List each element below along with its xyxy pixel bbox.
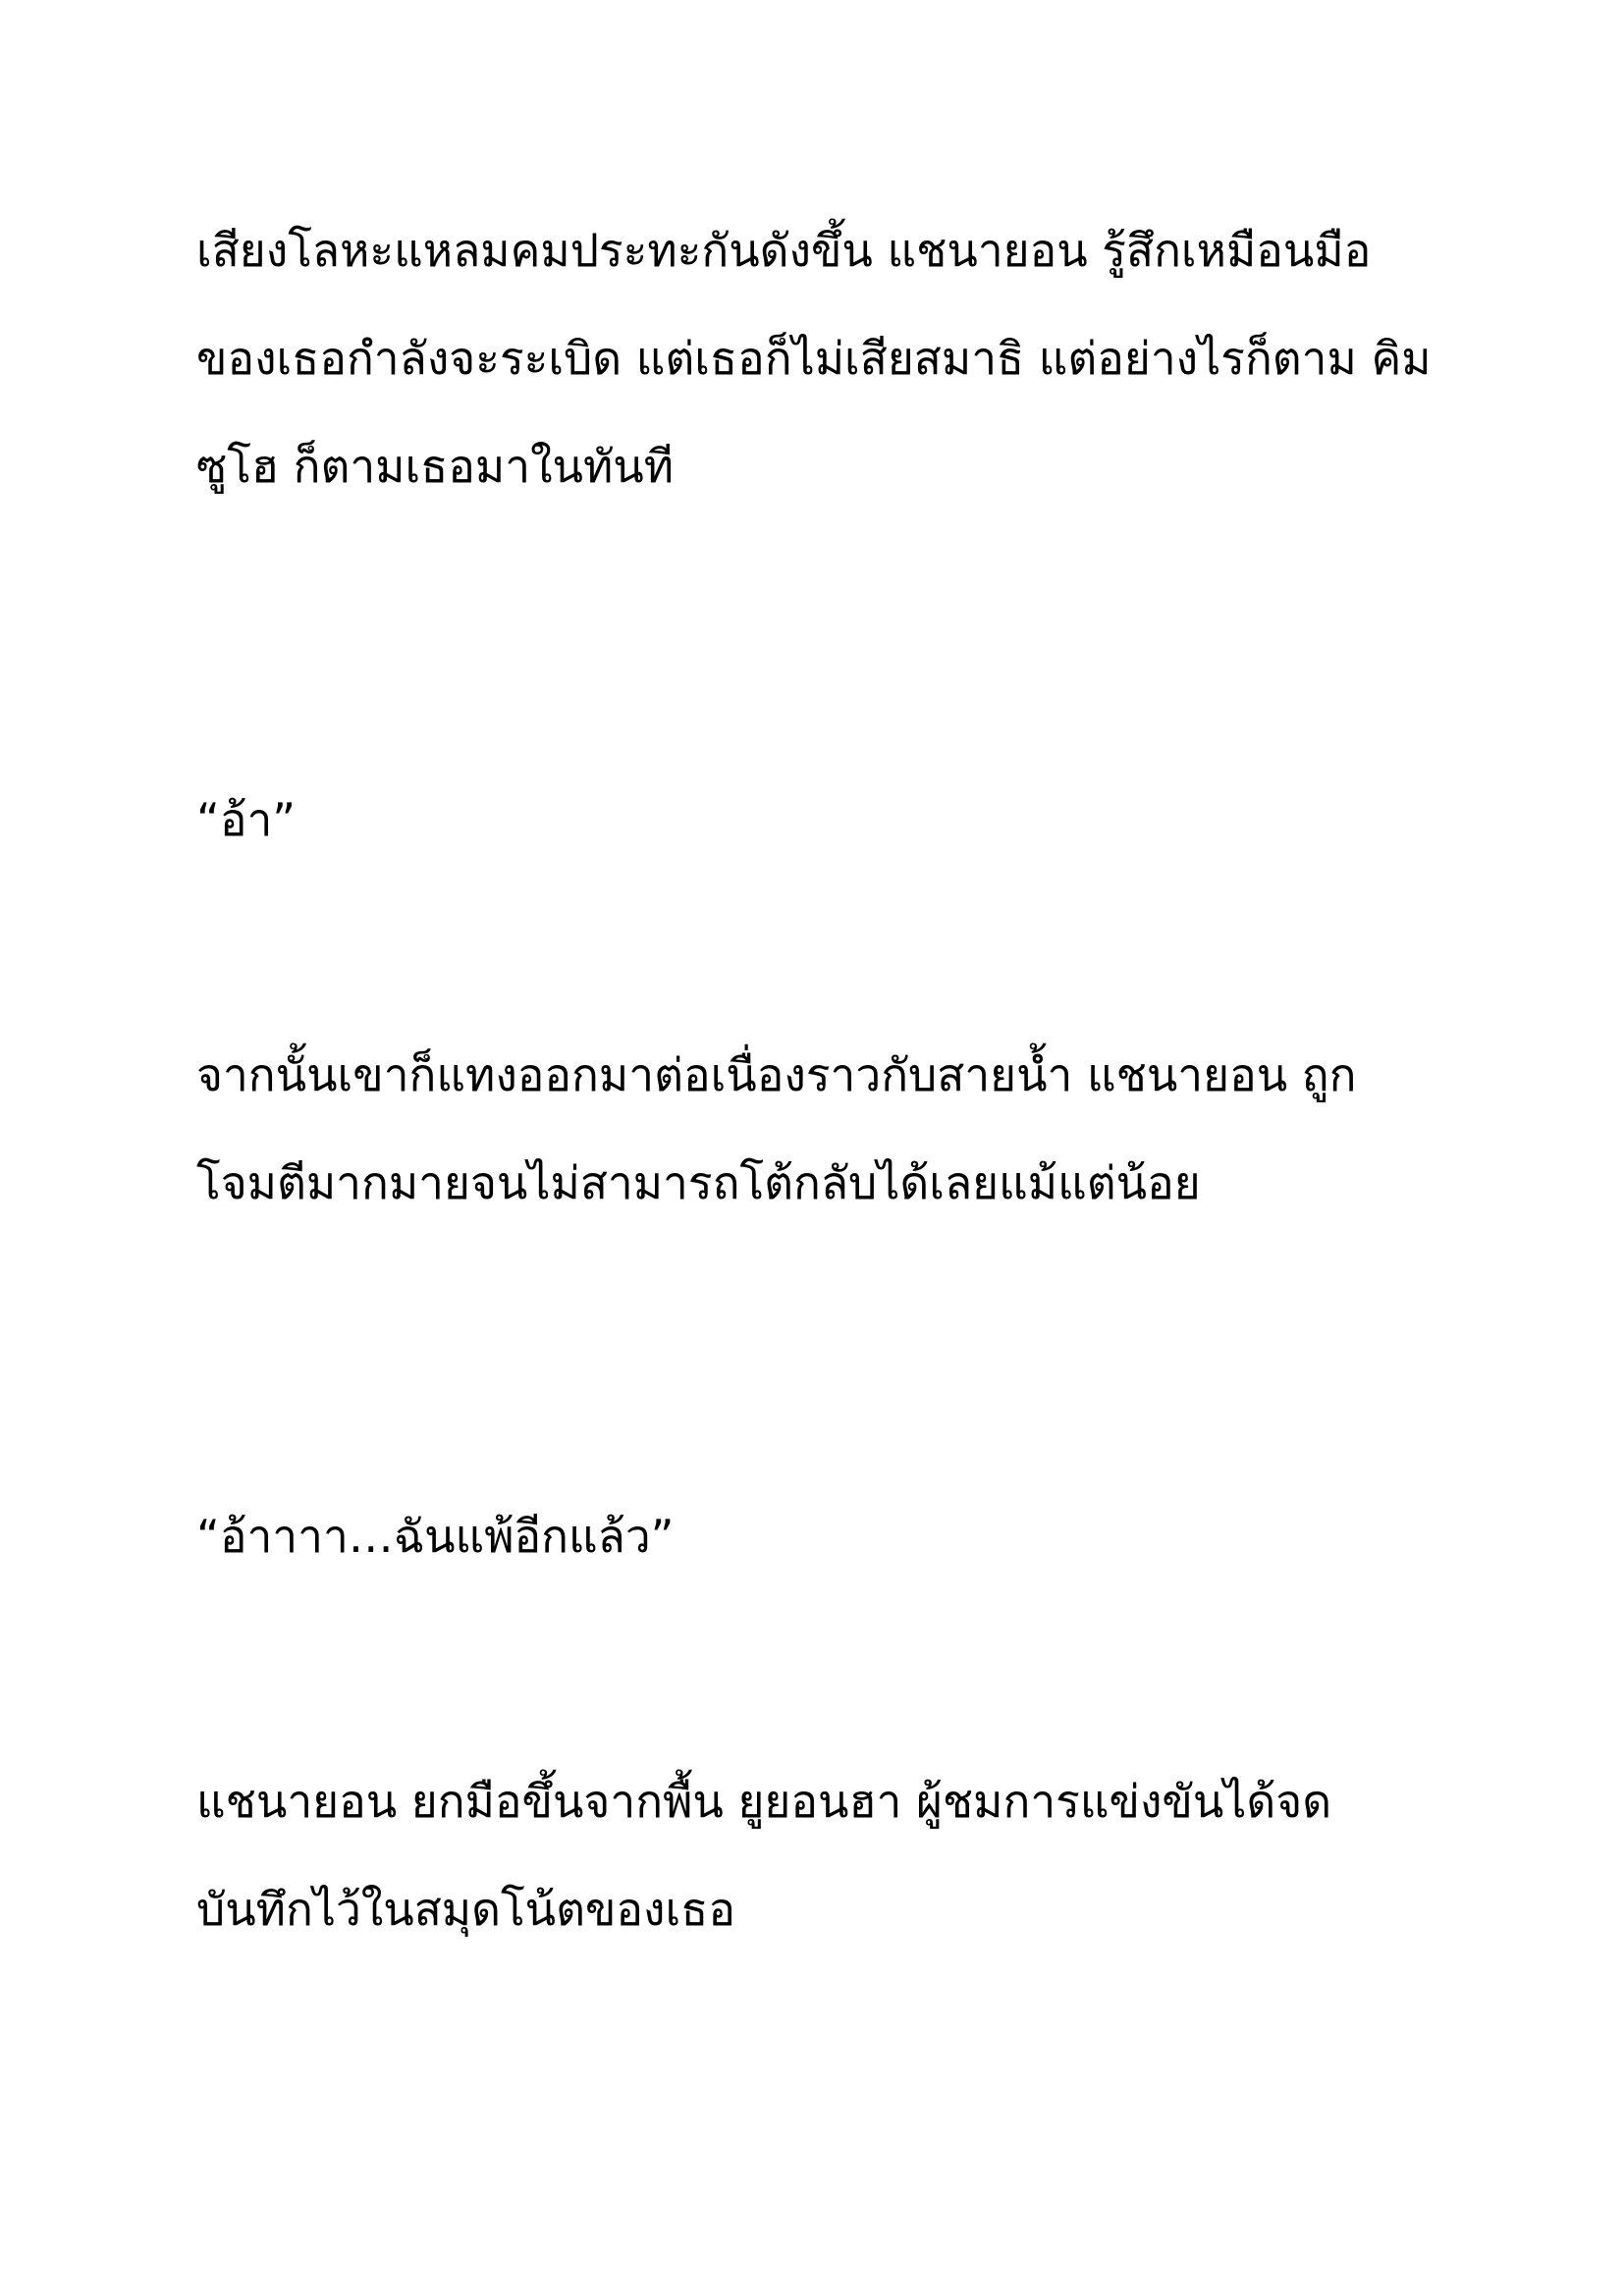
text-line: “อ้า”	[196, 793, 297, 846]
paragraph-narration-attack	[196, 1021, 1473, 1237]
paragraph-dialogue-lost	[196, 1482, 1473, 1590]
text-line: โจมตีมากมายจนไม่สามารถโต้กลับได้เลยแม้แต่น้อย	[196, 1156, 1201, 1209]
text-line: จากนั้นเขาก็แทงออกมาต่อเนื่องราวกับสายน้ำ แชนายอน ถูก	[196, 1048, 1357, 1101]
text-line: บันทึกไว้ในสมุดโน้ตของเธอ	[196, 1883, 735, 1936]
paragraph-narration-notes	[196, 1747, 1473, 1963]
text-line: “อ้าาาา…ฉันแพ้อีกแล้ว”	[196, 1510, 675, 1563]
text-line: ซูโฮ ก็ตามเธอมาในทันที	[196, 440, 675, 493]
text-line: แชนายอน ยกมือขึ้นจากพื้น ยูยอนฮา ผู้ชมการแข่งขันได้จด	[196, 1775, 1332, 1828]
paragraph-dialogue-ah	[196, 766, 1473, 874]
paragraph-narration-clash	[196, 196, 1473, 520]
text-line: ของเธอกำลังจะระเบิด แต่เธอก็ไม่เสียสมาธิ แต่อย่างไรก็ตาม คิม	[196, 332, 1432, 385]
text-line: เสียงโลหะแหลมคมประทะกันดังขึ้น แชนายอน รู้สึกเหมือนมือ	[196, 224, 1372, 277]
